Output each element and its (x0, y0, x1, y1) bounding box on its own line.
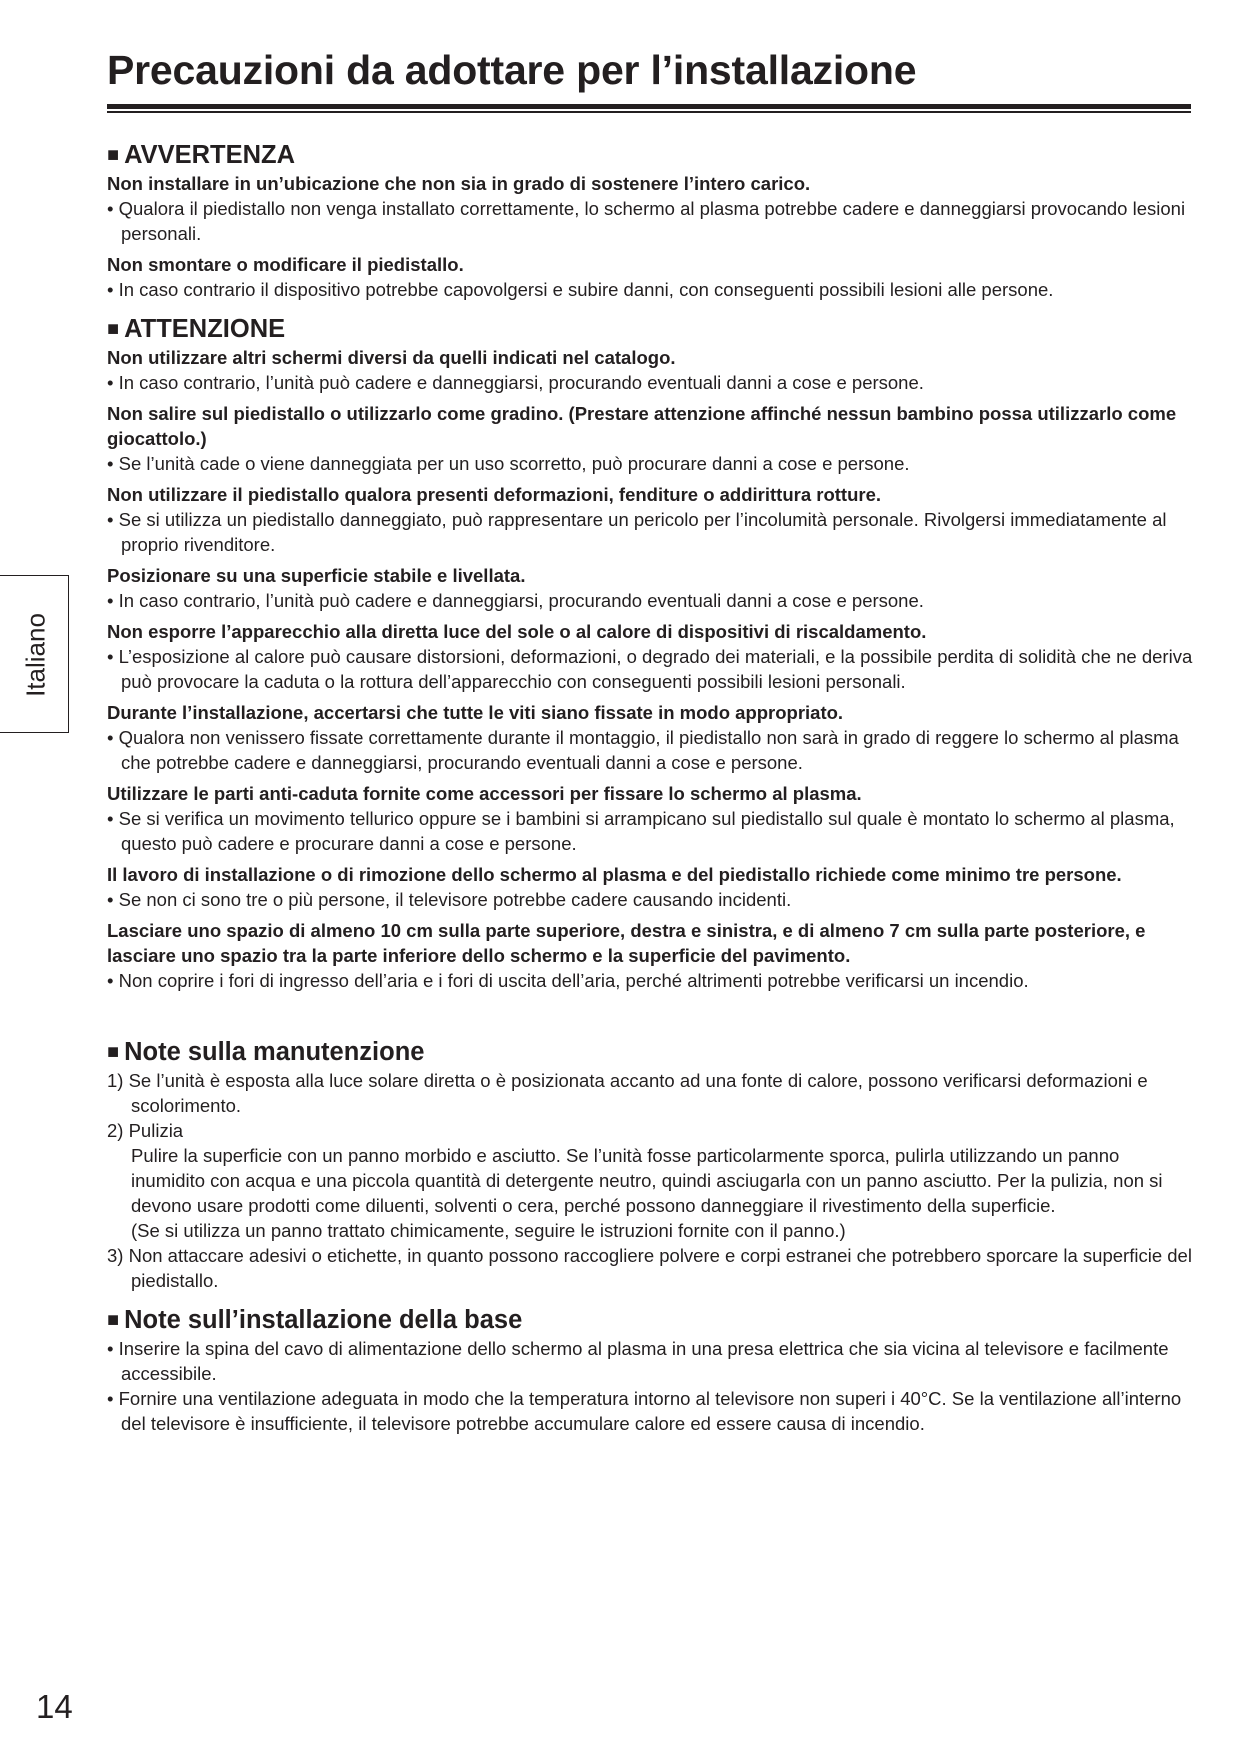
heading-text: Note sull’installazione della base (124, 1306, 523, 1334)
section-heading (107, 1306, 1197, 1336)
caution-statement: Non utilizzare il piedistallo qualora presenti deformazioni, fenditure o addirittura rotture. (107, 484, 882, 505)
section-base-installation (107, 1306, 1197, 1436)
title-rule-thin (107, 111, 1191, 113)
caution-explanation: • In caso contrario, l’unità può cadere e danneggiarsi, procurando eventuali danni a cose e persone. (107, 590, 924, 611)
caution-explanation: • In caso contrario, l’unità può cadere e danneggiarsi, procurando eventuali danni a cose e persone. (107, 372, 924, 393)
caution-item (107, 345, 1197, 395)
base-note: • Inserire la spina del cavo di alimentazione dello schermo al plasma in una presa elettrica che sia vicina al televisore e facilmente accessibile. (107, 1338, 1169, 1384)
maintenance-item-note: (Se si utilizza un panno trattato chimicamente, seguire le istruzioni fornite con il panno.) (131, 1220, 846, 1241)
square-bullet-icon: ■ (107, 1041, 120, 1063)
caution-explanation: • Se l’unità cade o viene danneggiata per un uso scorretto, può procurare danni a cose e persone. (107, 453, 910, 474)
caution-explanation: • Se si verifica un movimento tellurico oppure se i bambini si arrampicano sul piedistallo sul quale è montato lo schermo al plasma, questo può cadere e procurare danni a cose e persone. (107, 808, 1175, 854)
warning-item (107, 252, 1197, 302)
heading-text: Note sulla manutenzione (124, 1038, 425, 1066)
caution-statement: Posizionare su una superficie stabile e livellata. (107, 565, 526, 586)
page-number: 14 (36, 1688, 73, 1725)
caution-item (107, 563, 1197, 613)
page-title: Precauzioni da adottare per l’installazione (107, 47, 917, 93)
caution-item (107, 401, 1197, 476)
caution-statement: Non salire sul piedistallo o utilizzarlo come gradino. (Prestare attenzione affinché nessun bambino possa utilizzarlo come giocattolo.) (107, 403, 1177, 449)
section-attenzione (107, 315, 1197, 993)
caution-explanation: • L’esposizione al calore può causare distorsioni, deformazioni, o degrado dei materiali, e la possibile perdita di solidità che ne deriva può provocare la caduta o la rottura dell’apparecchio con conseguenti possibili lesioni personali. (107, 646, 1193, 692)
base-note: • Fornire una ventilazione adeguata in modo che la temperatura intorno al televisore non superi i 40°C. Se la ventilazione all’interno del televisore è insufficiente, il televisore potrebbe accumulare calore ed essere causa di incendio. (107, 1388, 1182, 1434)
section-spacer (107, 1006, 1197, 1038)
page-content (107, 141, 1197, 1449)
caution-statement: Non utilizzare altri schermi diversi da quelli indicati nel catalogo. (107, 347, 676, 368)
square-bullet-icon: ■ (107, 1309, 120, 1331)
warning-item (107, 171, 1197, 246)
maintenance-item-title: 2) Pulizia (107, 1120, 184, 1141)
section-heading (107, 141, 1197, 171)
square-bullet-icon: ■ (107, 144, 120, 166)
caution-item (107, 781, 1197, 856)
caution-item (107, 918, 1197, 993)
caution-explanation: • Se non ci sono tre o più persone, il televisore potrebbe cadere causando incidenti. (107, 889, 792, 910)
warning-explanation: • Qualora il piedistallo non venga installato correttamente, lo schermo al plasma potrebbe cadere e danneggiarsi provocando lesioni personali. (107, 198, 1186, 244)
caution-statement: Il lavoro di installazione o di rimozione dello schermo al plasma e del piedistallo richiede come minimo tre persone. (107, 864, 1122, 885)
section-maintenance (107, 1038, 1197, 1293)
caution-explanation: • Se si utilizza un piedistallo danneggiato, può rappresentare un pericolo per l’incolumità personale. Rivolgersi immediatamente al proprio rivenditore. (107, 509, 1167, 555)
heading-text: AVVERTENZA (124, 141, 296, 169)
caution-item (107, 700, 1197, 775)
heading-text: ATTENZIONE (124, 315, 286, 343)
maintenance-item-body: Pulire la superficie con un panno morbido e asciutto. Se l’unità fosse particolarmente sporca, pulirla utilizzando un panno inumidito con acqua e una piccola quantità di detergente neutro, quindi asciugarla con un panno asciutto. Per la pulizia, non si devono usare prodotti come diluenti, solventi o cera, perché possono danneggiare il rivestimento della superficie. (131, 1145, 1163, 1216)
caution-explanation: • Qualora non venissero fissate correttamente durante il montaggio, il piedistallo non sarà in grado di reggere lo schermo al plasma che potrebbe cadere e danneggiarsi, procurando eventuali danni a cose e persone. (107, 727, 1179, 773)
caution-item (107, 619, 1197, 694)
caution-item (107, 482, 1197, 557)
section-heading (107, 1038, 1197, 1068)
maintenance-item: 1) Se l’unità è esposta alla luce solare diretta o è posizionata accanto ad una fonte di calore, possono verificarsi deformazioni e scolorimento. (107, 1070, 1148, 1116)
warning-statement: Non smontare o modificare il piedistallo. (107, 254, 464, 275)
language-tab-label: Italiano (20, 613, 51, 697)
square-bullet-icon: ■ (107, 318, 120, 340)
section-heading (107, 315, 1197, 345)
caution-statement: Durante l’installazione, accertarsi che tutte le viti siano fissate in modo appropriato. (107, 702, 844, 723)
maintenance-item: 3) Non attaccare adesivi o etichette, in quanto possono raccogliere polvere e corpi estranei che potrebbero sporcare la superficie del piedistallo. (107, 1245, 1192, 1291)
warning-explanation: • In caso contrario il dispositivo potrebbe capovolgersi e subire danni, con conseguenti possibili lesioni alle persone. (107, 279, 1054, 300)
title-rule (107, 104, 1191, 109)
caution-explanation: • Non coprire i fori di ingresso dell’aria e i fori di uscita dell’aria, perché altrimenti potrebbe verificarsi un incendio. (107, 970, 1029, 991)
caution-statement: Utilizzare le parti anti-caduta fornite come accessori per fissare lo schermo al plasma. (107, 783, 862, 804)
caution-statement: Non esporre l’apparecchio alla diretta luce del sole o al calore di dispositivi di riscaldamento. (107, 621, 927, 642)
caution-item (107, 862, 1197, 912)
section-avvertenza (107, 141, 1197, 302)
warning-statement: Non installare in un’ubicazione che non sia in grado di sostenere l’intero carico. (107, 173, 811, 194)
language-tab (0, 575, 69, 733)
caution-statement: Lasciare uno spazio di almeno 10 cm sulla parte superiore, destra e sinistra, e di almeno 7 cm sulla parte posteriore, e lasciare uno spazio tra la parte inferiore dello schermo e la superficie del pavimento. (107, 920, 1146, 966)
